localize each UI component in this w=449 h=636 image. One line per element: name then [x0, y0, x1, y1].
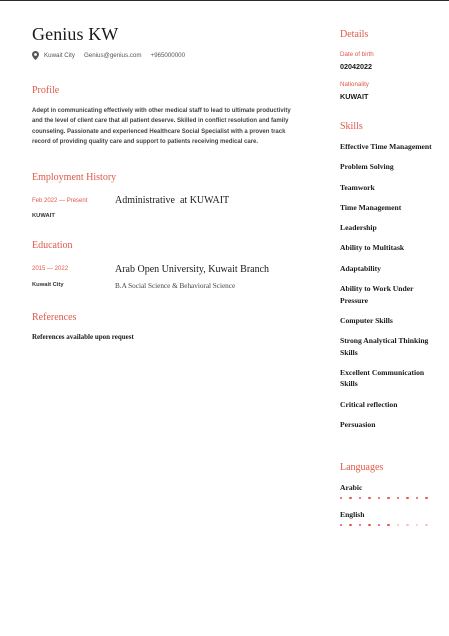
language-level-arabic — [340, 497, 428, 499]
nationality-value: KUWAIT — [340, 92, 369, 101]
level-dot — [406, 524, 408, 526]
profile-heading: Profile — [32, 85, 60, 96]
level-dot — [378, 497, 380, 499]
contact-phone[interactable]: +965000000 — [150, 52, 186, 59]
skill-item: Time Management — [340, 202, 402, 212]
skill-item: Problem Solving — [340, 162, 394, 172]
level-dot — [368, 497, 370, 499]
dob-label: Date of birth — [340, 51, 374, 58]
skill-item: Teamwork — [340, 182, 375, 192]
level-dot — [349, 497, 351, 499]
profile-text: Adept in communicating effectively with other medical staff to lead to ultimate productivity and the level of client care that all patient deserve. Skilled in conflict resolution and family counseling. Passionate and experienced Healthcare Social Specialist with a proven track record of providing quality care and support to patients receiving medical care. — [32, 108, 291, 146]
level-dot — [387, 497, 389, 499]
skills-list — [340, 141, 432, 439]
skills-heading: Skills — [340, 121, 363, 132]
references-heading: References — [32, 312, 77, 323]
nationality-label: Nationality — [340, 81, 369, 88]
employment-dates: Feb 2022 — Present — [32, 198, 88, 204]
skill-item: Adaptability — [340, 263, 381, 273]
education-location: Kuwait City — [32, 282, 64, 288]
level-dot — [340, 524, 342, 526]
employment-location: KUWAIT — [32, 213, 55, 219]
references-text: References available upon request — [32, 333, 134, 341]
education-heading: Education — [32, 240, 73, 251]
details-heading: Details — [340, 29, 369, 40]
top-border — [0, 0, 449, 1]
level-dot — [416, 524, 418, 526]
education-dates: 2015 — 2022 — [32, 266, 69, 272]
level-dot — [397, 497, 399, 499]
education-degree: B.A Social Science & Behavioral Science — [115, 282, 236, 290]
level-dot — [340, 497, 342, 499]
education-school: Arab Open University, Kuwait Branch — [115, 264, 270, 275]
map-pin-icon — [32, 51, 39, 60]
level-dot — [397, 524, 399, 526]
dob-value: 02042022 — [340, 62, 372, 71]
level-dot — [359, 497, 361, 499]
skill-item: Effective Time Management — [340, 142, 432, 151]
employment-role: Administrative at KUWAIT — [115, 195, 230, 206]
level-dot — [368, 524, 370, 526]
skill-item: Excellent Communication Skills — [340, 367, 425, 389]
skill-item: Leadership — [340, 223, 377, 233]
skill-item: Ability to Multitask — [340, 243, 405, 253]
skill-item: Strong Analytical Thinking Skills — [340, 336, 429, 357]
level-dot — [425, 524, 427, 526]
language-name: Arabic — [340, 483, 363, 492]
level-dot — [425, 497, 427, 499]
level-dot — [406, 497, 408, 499]
employment-heading: Employment History — [32, 172, 117, 183]
contact-email[interactable]: Genius@genius.com — [83, 52, 142, 59]
level-dot — [359, 524, 361, 526]
level-dot — [349, 524, 351, 526]
language-name: English — [340, 510, 365, 519]
contact-city: Kuwait City — [44, 52, 75, 59]
skill-item: Persuasion — [340, 420, 376, 430]
languages-heading: Languages — [340, 462, 384, 473]
contact-row — [32, 51, 185, 60]
skill-item: Ability to Work Under Pressure — [340, 284, 414, 305]
skill-item: Computer Skills — [340, 315, 393, 325]
level-dot — [416, 497, 418, 499]
level-dot — [387, 524, 389, 526]
resume-name: Genius KW — [32, 24, 119, 44]
language-level-english — [340, 524, 428, 526]
level-dot — [378, 524, 380, 526]
skill-item: Critical reflection — [340, 399, 398, 409]
